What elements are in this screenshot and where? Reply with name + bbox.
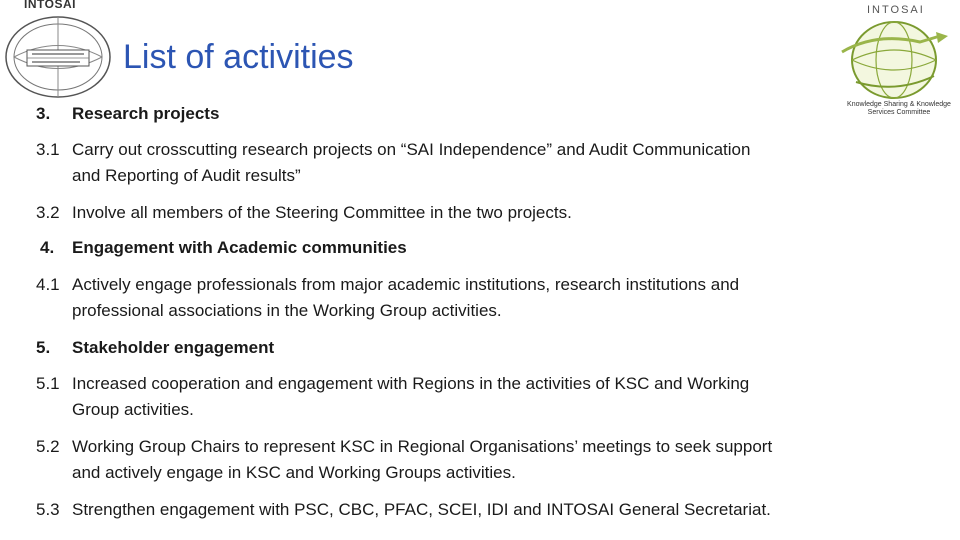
- item-text-line-1: Involve all members of the Steering Committee in the two projects.: [72, 203, 572, 222]
- item-text-line-2: and actively engage in KSC and Working Groups activities.: [72, 463, 516, 482]
- logo-right: [836, 0, 960, 125]
- section-number: 4.: [40, 238, 55, 257]
- logo-right-text: INTOSAI: [867, 4, 925, 16]
- logo-left-text: INTOSAI: [24, 0, 76, 11]
- item-text-line-1: Working Group Chairs to represent KSC in Regional Organisations’ meetings to seek support: [72, 437, 773, 456]
- logo-right-caption-line-1: Knowledge Sharing & Knowledge: [847, 101, 951, 108]
- item-text-line-1: Strengthen engagement with PSC, CBC, PFAC, SCEI, IDI and INTOSAI General Secretariat.: [72, 500, 771, 519]
- item-text-line-1: Carry out crosscutting research projects on “SAI Independence” and Audit Communication: [72, 140, 751, 159]
- section-heading: Research projects: [72, 104, 220, 123]
- item-number: 5.2: [36, 437, 60, 456]
- section-heading: Engagement with Academic communities: [72, 238, 407, 257]
- item-text-line-1: Increased cooperation and engagement with Regions in the activities of KSC and Working: [72, 374, 750, 393]
- item-number: 5.1: [36, 374, 60, 393]
- item-number: 4.1: [36, 275, 60, 294]
- section-number: 5.: [36, 338, 51, 357]
- logo-right-caption: [840, 101, 958, 117]
- item-text-line-2: professional associations in the Working Group activities.: [72, 301, 502, 320]
- item-text-line-2: Group activities.: [72, 400, 194, 419]
- item-number: 5.3: [36, 500, 60, 519]
- logo-left: [0, 0, 115, 100]
- section-heading: Stakeholder engagement: [72, 338, 275, 357]
- ksc-globe-icon: [836, 18, 960, 102]
- item-text-line-2: and Reporting of Audit results”: [72, 166, 301, 185]
- section-number: 3.: [36, 104, 51, 123]
- item-number: 3.2: [36, 203, 60, 222]
- page-title: List of activities: [123, 38, 354, 76]
- item-number: 3.1: [36, 140, 60, 159]
- logo-right-caption-line-2: Services Committee: [867, 109, 931, 116]
- item-text-line-1: Actively engage professionals from major academic institutions, research institutions and: [72, 275, 740, 294]
- globe-emblem-icon: [2, 14, 114, 100]
